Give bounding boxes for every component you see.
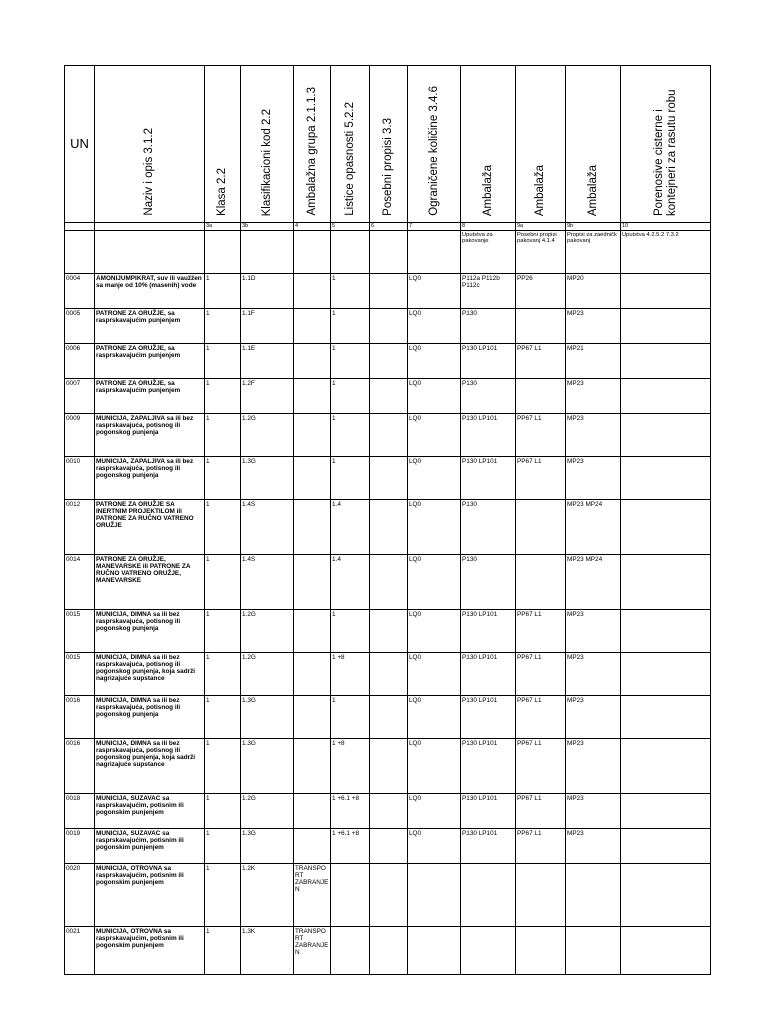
table-row <box>65 378 711 413</box>
cell-kod: 1.2G <box>241 413 294 456</box>
header-un: UN <box>65 66 95 223</box>
header-listice: Listice opasnosti 5.2.2 <box>331 66 370 223</box>
cell-zaed: MP23 MP24 <box>566 554 621 609</box>
cell-listice: 1 +8 <box>331 738 370 793</box>
cell-listice: 1 +6.1 +8 <box>331 828 370 863</box>
cell-un: 0007 <box>65 378 95 413</box>
cell-uput <box>621 456 711 499</box>
cell-klasa: 1 <box>205 273 241 308</box>
cell-posebni <box>370 738 408 793</box>
cell-naziv: MUNICIJA, ZAPALJIVA sa ili bez rasprskavajuća, potisnog ili pogonskog punjenja <box>95 456 205 499</box>
cell-zaed: MP23 <box>566 609 621 652</box>
cell-ogr: LQ0 <box>408 695 461 738</box>
sub-header-cell <box>205 230 241 273</box>
header-row <box>65 66 711 223</box>
cell-grupa: TRANSPORT ZABRANJEN <box>294 863 331 926</box>
cell-un: 0019 <box>65 828 95 863</box>
cell-pos <box>516 378 566 413</box>
table-row <box>65 926 711 974</box>
cell-posebni <box>370 456 408 499</box>
cell-un: 0005 <box>65 308 95 343</box>
cell-klasa: 1 <box>205 413 241 456</box>
cell-upak: P130 LP101 <box>461 609 516 652</box>
column-number-cell: 9b <box>566 222 621 230</box>
cell-pos: PP67 L1 <box>516 695 566 738</box>
cell-listice: 1 <box>331 343 370 378</box>
header-ogranicene: Ograničene količine 3.4.6 <box>408 66 461 223</box>
cell-posebni <box>370 554 408 609</box>
header-ambalazna-grupa: Ambalažna grupa 2.1.1.3 <box>294 66 331 223</box>
column-number-cell <box>65 222 95 230</box>
cell-naziv: MUNICIJA, DIMNA sa ili bez rasprskavajuća, potisnog ili pogonskog punjenja <box>95 695 205 738</box>
cell-zaed: MP23 <box>566 828 621 863</box>
cell-klasa: 1 <box>205 343 241 378</box>
header-ambalaza-3: Ambalaža <box>566 66 621 223</box>
cell-ogr <box>408 926 461 974</box>
cell-listice <box>331 926 370 974</box>
sub-header-cell: Propisi za zaedničk pakovanj <box>566 230 621 273</box>
cell-pos: PP67 L1 <box>516 738 566 793</box>
cell-zaed: MP20 <box>566 273 621 308</box>
cell-pos: PP67 L1 <box>516 413 566 456</box>
cell-klasa: 1 <box>205 308 241 343</box>
cell-kod: 1.3G <box>241 828 294 863</box>
cell-posebni <box>370 413 408 456</box>
table-row <box>65 413 711 456</box>
cell-kod: 1.3G <box>241 456 294 499</box>
sub-header-cell: Uputstva za pakovanje <box>461 230 516 273</box>
cell-un: 0021 <box>65 926 95 974</box>
column-number-cell: 7 <box>408 222 461 230</box>
cell-ogr: LQ0 <box>408 343 461 378</box>
cell-uput <box>621 308 711 343</box>
cell-zaed: MP21 <box>566 343 621 378</box>
cell-kod: 1.2G <box>241 609 294 652</box>
cell-uput <box>621 273 711 308</box>
cell-zaed: MP23 <box>566 308 621 343</box>
cell-naziv: MUNICIJA, SUZAVAC sa rasprskavajućim, potisnim ili pogonskim punjenjem <box>95 828 205 863</box>
cell-kod: 1.4S <box>241 499 294 554</box>
cell-posebni <box>370 499 408 554</box>
cell-posebni <box>370 609 408 652</box>
cell-grupa <box>294 499 331 554</box>
cell-grupa <box>294 695 331 738</box>
table-row <box>65 456 711 499</box>
header-naziv: Naziv i opis 3.1.2 <box>95 66 205 223</box>
cell-naziv: MUNICIJA, DIMNA sa ili bez rasprskavajuća, potisnog ili pogonskog punjenja <box>95 609 205 652</box>
cell-ogr: LQ0 <box>408 378 461 413</box>
header-prenosive: Porenosive cisterne i kontejneri za rasutu robu <box>621 66 711 223</box>
cell-naziv: PATRONE ZA ORUŽJE, sa rasprskavajućim punjenjem <box>95 308 205 343</box>
cell-uput <box>621 863 711 926</box>
sub-header-cell: Uputstva 4.2.5.2 7.3.2 <box>621 230 711 273</box>
sub-header-row <box>65 230 711 273</box>
cell-klasa: 1 <box>205 652 241 695</box>
cell-naziv: MUNICIJA, OTROVNA sa rasprskavajućim, potisnim ili pogonskim punjenjem <box>95 863 205 926</box>
sub-header-cell <box>370 230 408 273</box>
cell-kod: 1.1F <box>241 308 294 343</box>
cell-listice: 1 <box>331 456 370 499</box>
cell-upak: P130 LP101 <box>461 343 516 378</box>
cell-zaed: MP23 <box>566 413 621 456</box>
table-row <box>65 828 711 863</box>
cell-grupa <box>294 456 331 499</box>
cell-kod: 1.3G <box>241 738 294 793</box>
cell-ogr: LQ0 <box>408 652 461 695</box>
cell-naziv: MUNICIJA, DIMNA sa ili bez rasprskavajuća, potisnog ili pogonskog punjenja, koja sadrži nagrizajuće supstance <box>95 738 205 793</box>
cell-grupa <box>294 378 331 413</box>
cell-upak: P130 LP101 <box>461 413 516 456</box>
cell-posebni <box>370 308 408 343</box>
column-number-cell: 8 <box>461 222 516 230</box>
cell-kod: 1.1E <box>241 343 294 378</box>
cell-kod: 1.2G <box>241 793 294 828</box>
cell-un: 0012 <box>65 499 95 554</box>
cell-upak: P130 LP101 <box>461 695 516 738</box>
cell-upak: P130 <box>461 499 516 554</box>
cell-pos: PP67 L1 <box>516 828 566 863</box>
cell-listice <box>331 863 370 926</box>
cell-ogr: LQ0 <box>408 609 461 652</box>
cell-naziv: PATRONE ZA ORUŽJE, MANEVARSKE ili PATRONE ZA RUČNO VATRENO ORUŽJE, MANEVARSKE <box>95 554 205 609</box>
cell-grupa <box>294 652 331 695</box>
table-row <box>65 695 711 738</box>
cell-uput <box>621 343 711 378</box>
cell-upak: P130 LP101 <box>461 738 516 793</box>
column-number-cell: 6 <box>370 222 408 230</box>
cell-naziv: MUNICIJA, ZAPALJIVA sa ili bez rasprskavajuća, potisnog ili pogonskog punjenja <box>95 413 205 456</box>
cell-klasa: 1 <box>205 378 241 413</box>
cell-naziv: MUNICIJA, OTROVNA sa rasprskavajućim, potisnim ili pogonskim punjenjem <box>95 926 205 974</box>
sub-header-cell: Posebni propisi pakovanj 4.1.4 <box>516 230 566 273</box>
cell-kod: 1.2G <box>241 652 294 695</box>
cell-listice: 1 <box>331 378 370 413</box>
table-row <box>65 273 711 308</box>
cell-posebni <box>370 652 408 695</box>
column-number-cell: 4 <box>294 222 331 230</box>
cell-posebni <box>370 793 408 828</box>
cell-klasa: 1 <box>205 738 241 793</box>
cell-klasa: 1 <box>205 828 241 863</box>
sub-header-cell <box>65 230 95 273</box>
cell-pos: PP67 L1 <box>516 343 566 378</box>
cell-listice: 1.4 <box>331 554 370 609</box>
cell-listice: 1 +8 <box>331 652 370 695</box>
table-row <box>65 499 711 554</box>
cell-uput <box>621 413 711 456</box>
cell-upak: P130 LP101 <box>461 652 516 695</box>
cell-ogr: LQ0 <box>408 793 461 828</box>
column-number-cell: 9a <box>516 222 566 230</box>
cell-posebni <box>370 343 408 378</box>
cell-uput <box>621 695 711 738</box>
cell-ogr: LQ0 <box>408 828 461 863</box>
sub-header-cell <box>331 230 370 273</box>
cell-ogr: LQ0 <box>408 738 461 793</box>
cell-zaed: MP23 <box>566 793 621 828</box>
cell-listice: 1.4 <box>331 499 370 554</box>
table-row <box>65 609 711 652</box>
cell-zaed <box>566 863 621 926</box>
cell-uput <box>621 378 711 413</box>
cell-pos <box>516 308 566 343</box>
sub-header-cell <box>241 230 294 273</box>
cell-upak: P112a P112b P112c <box>461 273 516 308</box>
cell-kod: 1.3K <box>241 926 294 974</box>
cell-ogr <box>408 863 461 926</box>
cell-grupa <box>294 308 331 343</box>
cell-zaed <box>566 926 621 974</box>
cell-kod: 1.1D <box>241 273 294 308</box>
cell-un: 0015 <box>65 652 95 695</box>
column-number-cell: 5 <box>331 222 370 230</box>
sub-header-cell <box>95 230 205 273</box>
header-ambalaza-2: Ambalaža <box>516 66 566 223</box>
cell-zaed: MP23 <box>566 695 621 738</box>
cell-posebni <box>370 273 408 308</box>
sub-header-cell <box>294 230 331 273</box>
cell-pos: PP67 L1 <box>516 793 566 828</box>
cell-klasa: 1 <box>205 793 241 828</box>
cell-un: 0006 <box>65 343 95 378</box>
cell-upak <box>461 926 516 974</box>
cell-un: 0009 <box>65 413 95 456</box>
cell-posebni <box>370 863 408 926</box>
cell-uput <box>621 926 711 974</box>
column-number-cell: 3b <box>241 222 294 230</box>
cell-uput <box>621 499 711 554</box>
cell-upak: P130 LP101 <box>461 456 516 499</box>
cell-grupa <box>294 413 331 456</box>
header-posebni-propisi: Posebni propisi 3.3 <box>370 66 408 223</box>
cell-upak: P130 LP101 <box>461 828 516 863</box>
cell-listice: 1 <box>331 413 370 456</box>
cell-grupa <box>294 343 331 378</box>
cell-kod: 1.2F <box>241 378 294 413</box>
cell-pos <box>516 926 566 974</box>
cell-pos <box>516 554 566 609</box>
column-number-cell: 3a <box>205 222 241 230</box>
cell-naziv: PATRONE ZA ORUŽJE SA INERTNIM PROJEKTILOM ili PATRONE ZA RUČNO VATRENO ORUŽJE <box>95 499 205 554</box>
cell-zaed: MP23 <box>566 456 621 499</box>
cell-pos: PP67 L1 <box>516 609 566 652</box>
cell-grupa <box>294 738 331 793</box>
cell-posebni <box>370 926 408 974</box>
cell-kod: 1.2K <box>241 863 294 926</box>
cell-uput <box>621 738 711 793</box>
cell-ogr: LQ0 <box>408 308 461 343</box>
cell-posebni <box>370 828 408 863</box>
cell-grupa <box>294 609 331 652</box>
cell-upak: P130 LP101 <box>461 793 516 828</box>
cell-naziv: PATRONE ZA ORUŽJE, sa rasprskavajućim punjenjem <box>95 343 205 378</box>
table-row <box>65 652 711 695</box>
column-number-row <box>65 222 711 230</box>
cell-klasa: 1 <box>205 926 241 974</box>
cell-ogr: LQ0 <box>408 554 461 609</box>
cell-ogr: LQ0 <box>408 499 461 554</box>
cell-ogr: LQ0 <box>408 413 461 456</box>
cell-zaed: MP23 <box>566 738 621 793</box>
table-row <box>65 554 711 609</box>
cell-klasa: 1 <box>205 863 241 926</box>
cell-un: 0016 <box>65 738 95 793</box>
cell-zaed: MP23 <box>566 378 621 413</box>
cell-listice: 1 <box>331 273 370 308</box>
cell-uput <box>621 793 711 828</box>
cell-grupa <box>294 554 331 609</box>
table-row <box>65 793 711 828</box>
cell-un: 0018 <box>65 793 95 828</box>
cell-listice: 1 +6.1 +8 <box>331 793 370 828</box>
cell-un: 0020 <box>65 863 95 926</box>
table-row <box>65 738 711 793</box>
cell-upak <box>461 863 516 926</box>
sub-header-cell <box>408 230 461 273</box>
cell-zaed: MP23 MP24 <box>566 499 621 554</box>
cell-uput <box>621 609 711 652</box>
cell-un: 0010 <box>65 456 95 499</box>
cell-posebni <box>370 695 408 738</box>
cell-naziv: MUNICIJA, DIMNA sa ili bez rasprskavajuća, potisnog ili pogonskog punjenja, koja sadrži nagrizajuće supstance <box>95 652 205 695</box>
cell-klasa: 1 <box>205 609 241 652</box>
cell-grupa <box>294 828 331 863</box>
cell-naziv: PATRONE ZA ORUŽJE, sa rasprskavajućim punjenjem <box>95 378 205 413</box>
cell-naziv: MUNICIJA, SUZAVAC sa rasprskavajućim, potisnim ili pogonskim punjenjem <box>95 793 205 828</box>
cell-posebni <box>370 378 408 413</box>
header-klasifikacioni: Klasifikacioni kod 2.2 <box>241 66 294 223</box>
cell-pos <box>516 499 566 554</box>
cell-upak: P130 <box>461 554 516 609</box>
cell-un: 0014 <box>65 554 95 609</box>
cell-klasa: 1 <box>205 695 241 738</box>
cell-kod: 1.3G <box>241 695 294 738</box>
cell-uput <box>621 828 711 863</box>
table-row <box>65 308 711 343</box>
table-row <box>65 343 711 378</box>
dangerous-goods-table <box>64 65 711 975</box>
cell-ogr: LQ0 <box>408 456 461 499</box>
table-row <box>65 863 711 926</box>
cell-un: 0015 <box>65 609 95 652</box>
cell-klasa: 1 <box>205 499 241 554</box>
cell-naziv: AMONIJUMPIKRAT, suv ili vaužžen sa manje od 10% (masenih) vode <box>95 273 205 308</box>
cell-listice: 1 <box>331 308 370 343</box>
cell-pos <box>516 863 566 926</box>
cell-uput <box>621 652 711 695</box>
cell-upak: P130 <box>461 308 516 343</box>
cell-klasa: 1 <box>205 554 241 609</box>
cell-zaed: MP23 <box>566 652 621 695</box>
cell-grupa <box>294 273 331 308</box>
column-number-cell: 10 <box>621 222 711 230</box>
cell-listice: 1 <box>331 609 370 652</box>
cell-kod: 1.4S <box>241 554 294 609</box>
cell-klasa: 1 <box>205 456 241 499</box>
cell-listice: 1 <box>331 695 370 738</box>
cell-uput <box>621 554 711 609</box>
cell-upak: P130 <box>461 378 516 413</box>
column-number-cell <box>95 222 205 230</box>
cell-ogr: LQ0 <box>408 273 461 308</box>
cell-pos: PP26 <box>516 273 566 308</box>
cell-un: 0016 <box>65 695 95 738</box>
cell-grupa <box>294 793 331 828</box>
header-klasa: Klasa 2.2 <box>205 66 241 223</box>
cell-grupa: TRANSPORT ZABRANJEN <box>294 926 331 974</box>
cell-un: 0004 <box>65 273 95 308</box>
header-ambalaza-1: Ambalaža <box>461 66 516 223</box>
cell-pos: PP67 L1 <box>516 456 566 499</box>
cell-pos: PP67 L1 <box>516 652 566 695</box>
